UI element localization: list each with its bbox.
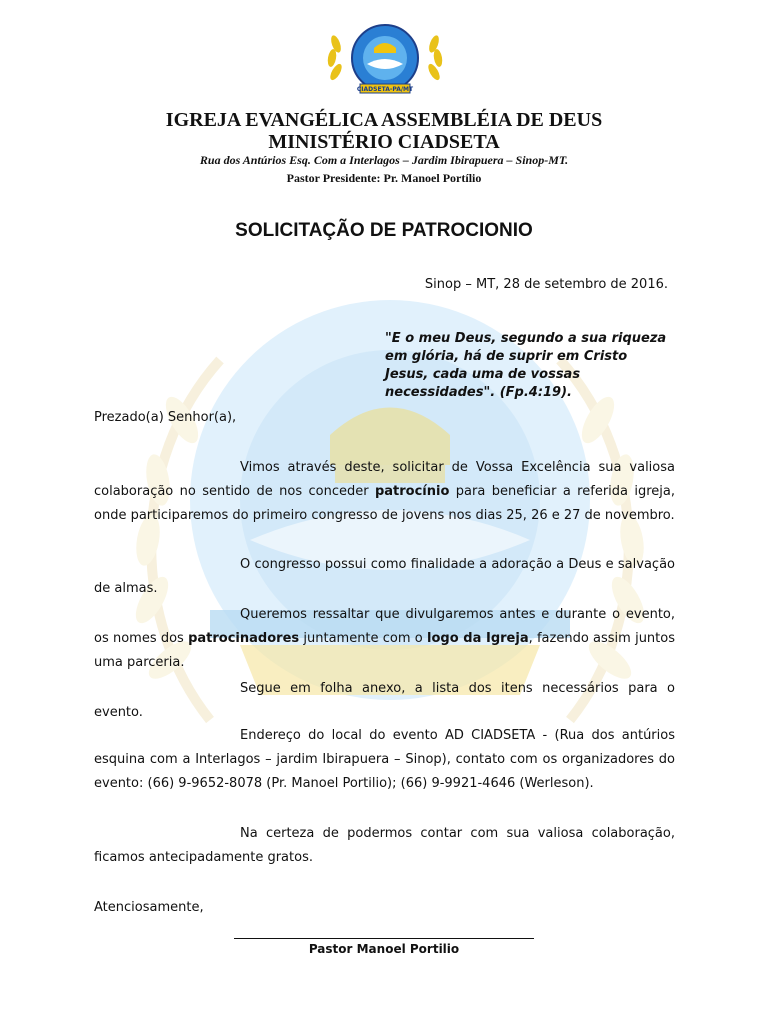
paragraph-purpose: O congresso possui como finalidade a adoração a Deus e salvação de almas.: [94, 557, 675, 596]
church-logo: [322, 22, 448, 106]
closing: Atenciosamente,: [94, 900, 204, 915]
paragraph-thanks: Na certeza de podermos contar com sua valiosa colaboração, ficamos antecipadamente gratos.: [94, 826, 675, 865]
church-address: Rua dos Antúrios Esq. Com a Interlagos – Jardim Ibirapuera – Sinop-MT.: [199, 153, 569, 167]
document-date: Sinop – MT, 28 de setembro de 2016.: [424, 277, 668, 292]
document-title: SOLICITAÇÃO DE PATROCIONIO: [235, 220, 533, 241]
ministry-name: MINISTÉRIO CIADSETA: [268, 131, 500, 153]
bible-quote: "E o meu Deus, segundo a sua riqueza em glória, há de suprir em Cristo Jesus, cada uma de vossas necessidades". (Fp.4:19).: [385, 331, 667, 400]
president-pastor: Pastor Presidente: Pr. Manoel Portílio: [286, 171, 482, 185]
paragraph-attachment: Segue em folha anexo, a lista dos itens necessários para o evento.: [94, 681, 675, 720]
greeting: Prezado(a) Senhor(a),: [94, 410, 237, 425]
paragraph-request: Vimos através deste, solicitar de Vossa Excelência sua valiosa colaboração no sentido de nos conceder patrocínio para beneficiar a referida igreja, onde participaremos do primeiro congresso de jovens nos dias 25, 26 e 27 de novembro.: [94, 460, 675, 523]
svg-text:CIADSETA-PA/MT: CIADSETA-PA/MT: [356, 86, 414, 93]
signature-line: [234, 938, 534, 939]
paragraph-sponsors: Queremos ressaltar que divulgaremos antes e durante o evento, os nomes dos patrocinadores juntamente com o logo da Igreja, fazendo assim juntos uma parceria.: [94, 607, 675, 670]
paragraph-address: Endereço do local do evento AD CIADSETA - (Rua dos antúrios esquina com a Interlagos – jardim Ibirapuera – Sinop), contato com os organizadores do evento: (66) 9-9652-8078 (Pr. Manoel Portilio); (66) 9-9921-4646 (Werleson).: [94, 728, 675, 791]
church-name: IGREJA EVANGÉLICA ASSEMBLÉIA DE DEUS: [165, 109, 603, 131]
signature-name: Pastor Manoel Portilio: [308, 942, 460, 956]
